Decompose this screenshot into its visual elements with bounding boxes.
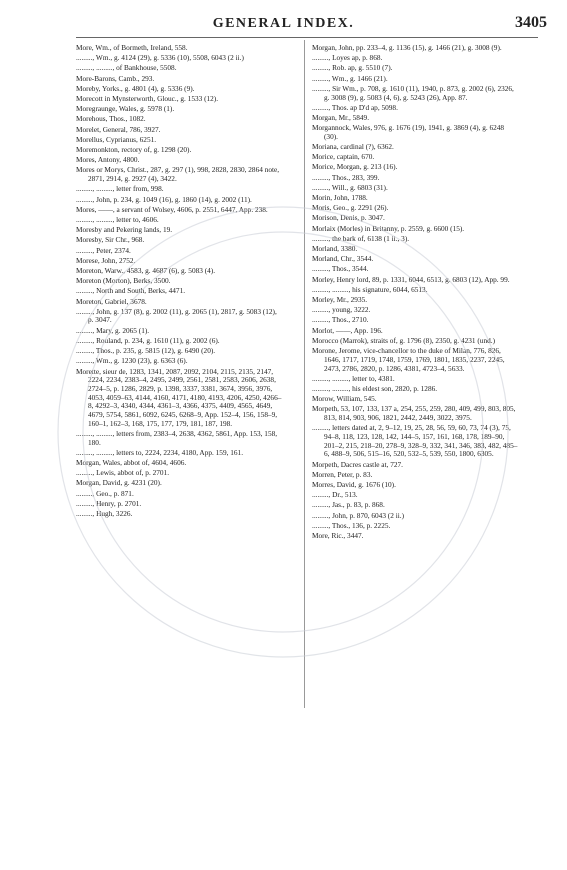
right-column: [312, 44, 518, 542]
index-entry: Mores or Morys, Christ., 287, g. 297 (1), 998, 2828, 2830, 2864 note, 2871, 2914, g. 2927 (4), 3422.: [76, 165, 280, 184]
index-entry: ........., Hugh, 3226.: [76, 509, 133, 519]
index-entry: Morpeth, Dacres castle at, 727.: [312, 459, 403, 469]
index-entry: ........., ........., his eldest son, 2820, p. 1286.: [312, 383, 438, 393]
index-entry: Morese, John, 2752.: [76, 255, 136, 265]
index-entry: ........., Jas., p. 83, p. 868.: [312, 500, 385, 510]
index-entry: ........., letters dated at, 2, 9–12, 19, 25, 28, 56, 59, 60, 73, 74 (3), 75, 94–8, 118, 123, 128, 142, 144–5, 157, 161, 168, 178, 189–90, 201–2, 215, 218–20, 278–9, 328–9, 332, 341, 346, 383, 482, 485–6, 488–9, 506, 515–16, 520, 532–5, 539, 550, 1800, 6305.: [312, 423, 518, 459]
index-entry: ........., Geo., p. 871.: [76, 488, 134, 498]
index-entry: ........., ........., letters to, 2224, 2234, 4180, App. 159, 161.: [76, 447, 244, 457]
index-entry: ........., young, 3222.: [312, 305, 371, 315]
index-entry: Mores, Antony, 4800.: [76, 155, 140, 165]
index-entry: ........., ........., letter from, 998.: [76, 184, 164, 194]
page-header: [0, 14, 567, 34]
index-entry: More-Barons, Camb., 293.: [76, 73, 155, 83]
index-entry: Moresby, Sir Chr., 968.: [76, 235, 145, 245]
index-entry: ........., North and South, Berks, 4471.: [76, 286, 186, 296]
index-entry: Moremonkton, rectory of, g. 1298 (20).: [76, 145, 192, 155]
index-entry: ........., ........., his signature, 6044, 6513.: [312, 284, 428, 294]
index-entry: Moreton (Morton), Berks, 3500.: [76, 276, 171, 286]
index-entry: Morone, Jerome, vice-chancellor to the duke of Milan, 776, 826, 1646, 1717, 1719, 1748, 1759, 1769, 1801, 1835, 2237, 2245, 2473, 2786, 2820, p. 1286, 4381, 4723–4, 5633.: [312, 346, 505, 373]
index-entry: Mores, ——, a servant of Wolsey, 4606, p. 2551, 6447, App. 238.: [76, 204, 268, 214]
index-entry: Morren, Peter, p. 83.: [312, 469, 373, 479]
index-entry: ........., Sir Wm., p. 708, g. 1610 (11), 1940, p. 873, g. 2002 (6), 2326, g. 3008 (9), g. 5083 (4, 6), g. 5243 (26), App. 87.: [312, 83, 514, 102]
index-entry: Moregraunge, Wales, g. 5978 (1).: [76, 104, 175, 114]
index-entry: Morland, 3380.: [312, 244, 358, 254]
left-column: [76, 44, 282, 520]
index-entry: Morley, Mr., 2935.: [312, 295, 368, 305]
index-entry: ........., Thos., p. 235, g. 5815 (12), g. 6490 (20).: [76, 346, 216, 356]
index-entry: Morlot, ——, App. 196.: [312, 325, 383, 335]
index-entry: Morpeth, 53, 107, 133, 137 a, 254, 255, 259, 280, 409, 499, 803, 805, 813, 814, 903, 906, 1821, 2442, 2449, 3022, 3975.: [312, 404, 516, 423]
index-entry: Morgan, John, pp. 233–4, g. 1136 (15), g. 1466 (21), g. 3008 (9).: [312, 43, 502, 52]
index-entry: Morow, William, 545.: [312, 394, 377, 404]
index-entry: ........., Mary, g. 2065 (1).: [76, 325, 150, 335]
index-entry: ........., Thos., 136, p. 2225.: [312, 520, 391, 530]
index-entry: ........., ........., letter to, 4606.: [76, 214, 159, 224]
index-entry: ........., John, p. 870, 6043 (2 ii.): [312, 510, 405, 520]
index-entry: ........., Thos. ap D'd ap, 5098.: [312, 102, 398, 112]
index-entry: ........., the bark of, 6138 (1 ii., 3).: [312, 233, 410, 243]
index-entry: Moreby, Yorks., g. 4801 (4), g. 5336 (9).: [76, 83, 195, 93]
index-entry: Moreton, Gabriel, 3678.: [76, 296, 147, 306]
index-entry: ........., Rob. ap, g. 5510 (7).: [312, 63, 393, 73]
index-entry: ........., Henry, p. 2701.: [76, 498, 142, 508]
index-entry: Morgan, David, g. 4231 (20).: [76, 478, 162, 488]
index-entry: Morland, Chr., 3544.: [312, 254, 374, 264]
running-title: GENERAL INDEX.: [212, 16, 355, 31]
index-entry: Morison, Denis, p. 3047.: [312, 213, 385, 223]
index-entry: ........., ........., letters from, 2383–4, 2638, 4362, 5861, App. 153, 158, 180.: [76, 428, 278, 447]
header-rule: [76, 37, 538, 38]
index-entry: Morelet, General, 786, 3927.: [76, 124, 161, 134]
index-entry: Morley, Henry lord, 89, p. 1331, 6044, 6513, g. 6803 (12), App. 99.: [312, 274, 510, 284]
index-entry: ........., Will., g. 6803 (31).: [312, 182, 388, 192]
index-entry: ........., John, g. 137 (8), g. 2002 (11), g. 2065 (1), 2817, g. 5083 (12), p. 3047.: [76, 306, 277, 325]
column-divider: [304, 40, 305, 708]
index-entry: Morin, John, 1788.: [312, 193, 368, 203]
index-entry: ........., Lewis, abbot of, p. 2701.: [76, 468, 170, 478]
index-entry: Morellus, Cyprianus, 6251.: [76, 134, 157, 144]
index-entry: Morocco (Marrok), straits of, g. 1796 (8), 2350, g. 4231 (und.): [312, 335, 495, 345]
index-entry: ........., Rouland, p. 234, g. 1610 (11), g. 2002 (6).: [76, 335, 220, 345]
index-entry: More, Wm., of Bormeth, Ireland, 558.: [76, 43, 188, 52]
index-entry: ........., Loyes ap, p. 868.: [312, 53, 383, 63]
index-entry: Morice, Morgan, g. 213 (16).: [312, 162, 398, 172]
index-entry: ........., Dr., 513.: [312, 490, 358, 500]
index-entry: ........., ........., letter to, 4381.: [312, 373, 395, 383]
index-entry: ........., Thos., 2710.: [312, 315, 369, 325]
index-entry: ........., Peter, 2374.: [76, 245, 131, 255]
index-entry: ........., ........., of Bankhouse, 5508.: [76, 63, 177, 73]
index-entry: More, Ric., 3447.: [312, 530, 364, 540]
index-entry: Morice, captain, 670.: [312, 152, 375, 162]
index-entry: Morette, sieur de, 1283, 1341, 2087, 2092, 2104, 2115, 2135, 2147, 2224, 2234, 2383–4, 2495, 2499, 2561, 2581, 2583, 2606, 2638, 2724–5, p. 1286, 2829, p. 1398, 3337, 3381, 3674, 3956, 3976, 4053, 4059–63, 4144, 4160, 4171, 4180, 4193, 4206, 4250, 4266–8, 4292–3, 4340, 4344, 4361–3, 4366, 4375, 4409, 4565, 4649, 4679, 5754, 5861, 6092, 6245, 6268–9, App. 152–4, 156, 158–9, 160–1, 162–3, 168, 175, 177, 179, 181, 187, 198.: [76, 366, 282, 428]
index-entry: Morres, David, g. 1676 (10).: [312, 479, 396, 489]
index-entry: Moris, Geo., g. 2291 (26).: [312, 203, 389, 213]
index-entry: ........., Thos., 3544.: [312, 264, 369, 274]
index-entry: ........., John, p. 234, g. 1049 (16), g. 1860 (14), g. 2002 (11).: [76, 194, 252, 204]
index-entry: ........., Wm., g. 1230 (23), g. 6363 (6).: [76, 356, 188, 366]
index-entry: Morecott in Mynsterworth, Glouc., g. 1533 (12).: [76, 94, 219, 104]
index-entry: ........., Wm., g. 4124 (29), g. 5336 (10), 5508, 6043 (2 ii.): [76, 53, 244, 63]
index-entry: ........., Thos., 283, 399.: [312, 172, 380, 182]
index-entry: Morlaix (Morles) in Britanny, p. 2559, g. 6600 (15).: [312, 223, 465, 233]
index-entry: Morgan, Mr., 5849.: [312, 112, 370, 122]
index-entry: Moreton, Warw., 4583, g. 4687 (6), g. 5083 (4).: [76, 265, 216, 275]
index-entry: Morgannock, Wales, 976, g. 1676 (19), 1941, g. 3869 (4), g. 6248 (30).: [312, 123, 505, 141]
index-entry: Moresby and Pekering lands, 19.: [76, 225, 173, 235]
index-entry: Moriana, cardinal (?), 6362.: [312, 142, 394, 152]
page-number: 3405: [515, 14, 547, 31]
index-entry: ........., Wm., g. 1466 (21).: [312, 73, 388, 83]
index-entry: Morehous, Thos., 1082.: [76, 114, 146, 124]
index-entry: Morgan, Wales, abbot of, 4604, 4606.: [76, 458, 187, 468]
